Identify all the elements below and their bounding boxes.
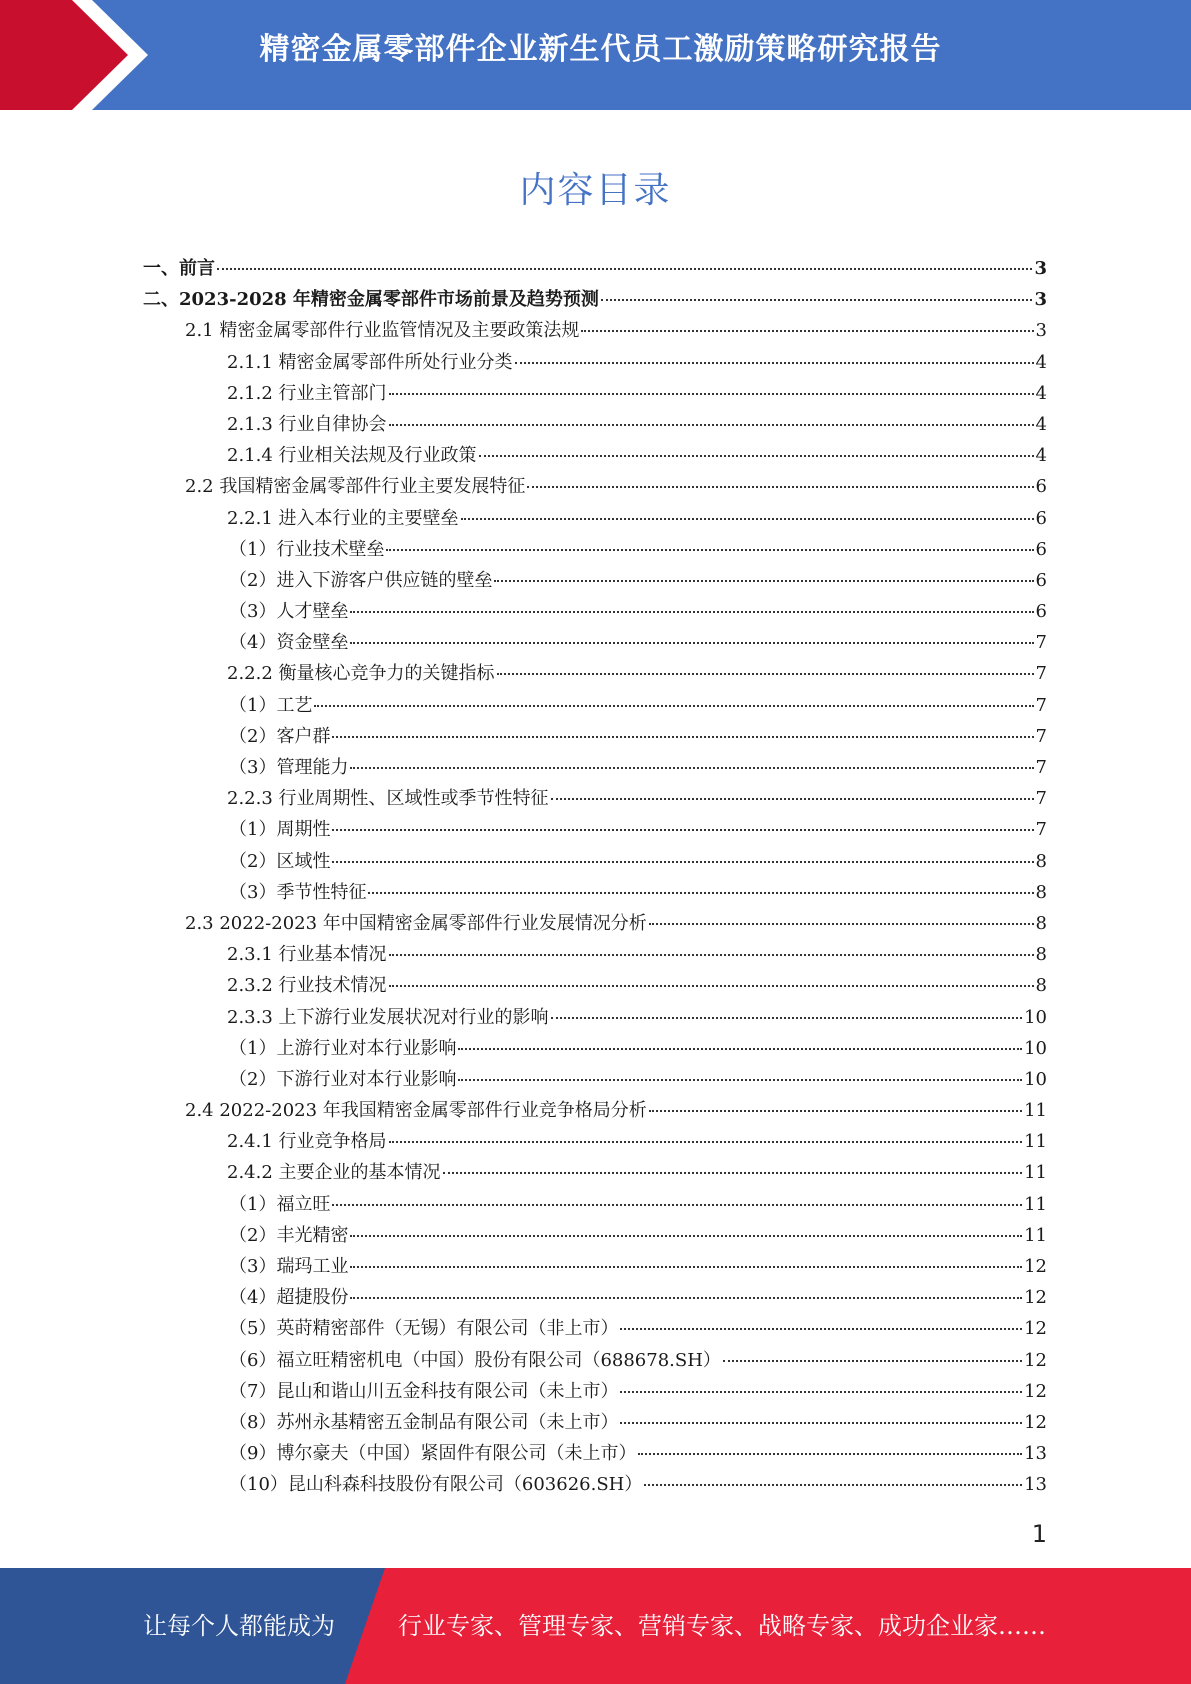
toc-entry[interactable] xyxy=(143,847,1047,878)
toc-entry[interactable] xyxy=(143,348,1047,379)
toc-dot-leader xyxy=(350,610,1033,613)
toc-entry-label: 2.1.4 行业相关法规及行业政策 xyxy=(227,445,477,467)
toc-entry[interactable] xyxy=(143,1439,1047,1470)
toc-entry-label: （3）瑞玛工业 xyxy=(229,1256,349,1277)
toc-entry-page: 7 xyxy=(1035,725,1047,747)
toc-entry[interactable] xyxy=(143,1346,1047,1377)
footer-slogan-right: 行业专家、管理专家、营销专家、战略专家、成功企业家…… xyxy=(398,1612,1046,1640)
toc-entry-page: 13 xyxy=(1024,1443,1047,1465)
toc-entry-page: 12 xyxy=(1024,1318,1047,1340)
toc-entry-label: 2.2.1 进入本行业的主要壁垒 xyxy=(227,507,459,529)
toc-entry[interactable] xyxy=(143,316,1047,347)
toc-entry-label: 2.2 我国精密金属零部件行业主要发展特征 xyxy=(185,476,526,498)
toc-dot-leader xyxy=(389,423,1034,426)
toc-entry[interactable] xyxy=(143,1283,1047,1314)
toc-dot-leader xyxy=(458,1047,1022,1050)
toc-entry-page: 10 xyxy=(1024,1068,1047,1090)
toc-entry[interactable] xyxy=(143,504,1047,535)
toc-entry-page: 8 xyxy=(1035,975,1047,997)
toc-entry-page: 12 xyxy=(1024,1380,1047,1402)
toc-entry-page: 11 xyxy=(1024,1193,1047,1215)
toc-dot-leader xyxy=(723,1359,1022,1362)
toc-entry[interactable] xyxy=(143,410,1047,441)
toc-entry-page: 12 xyxy=(1024,1256,1047,1277)
toc-entry-page: 8 xyxy=(1035,850,1047,872)
toc-entry[interactable] xyxy=(143,1221,1047,1252)
toc-entry-page: 11 xyxy=(1024,1100,1047,1122)
toc-dot-leader xyxy=(620,1421,1022,1424)
toc-dot-leader xyxy=(458,1078,1022,1081)
toc-entry[interactable] xyxy=(143,722,1047,753)
toc-dot-leader xyxy=(332,860,1033,863)
toc-entry-label: 2.4 2022-2023 年我国精密金属零部件行业竞争格局分析 xyxy=(185,1100,647,1122)
toc-entry[interactable] xyxy=(143,878,1047,909)
toc-entry-label: （1）工艺 xyxy=(229,694,313,716)
toc-entry[interactable] xyxy=(143,1252,1047,1283)
toc-entry-page: 10 xyxy=(1024,1037,1047,1059)
toc-entry-label: （3）人才壁垒 xyxy=(229,601,349,623)
toc-entry-page: 4 xyxy=(1035,413,1047,435)
toc-entry-page: 10 xyxy=(1024,1006,1047,1028)
toc-entry-page: 6 xyxy=(1035,507,1047,529)
toc-dot-leader xyxy=(332,1203,1022,1206)
toc-dot-leader xyxy=(649,1109,1022,1112)
toc-entry-label: 2.2.3 行业周期性、区域性或季节性特征 xyxy=(227,788,549,810)
toc-entry-label: 2.3.3 上下游行业发展状况对行业的影响 xyxy=(227,1006,549,1028)
toc-dot-leader xyxy=(386,548,1033,551)
toc-entry[interactable] xyxy=(143,909,1047,940)
toc-entry[interactable] xyxy=(143,285,1047,316)
toc-entry[interactable] xyxy=(143,254,1047,285)
toc-entry[interactable] xyxy=(143,1065,1047,1096)
toc-entry[interactable] xyxy=(143,1127,1047,1158)
toc-entry-page: 11 xyxy=(1024,1162,1047,1184)
toc-entry-label: 2.3 2022-2023 年中国精密金属零部件行业发展情况分析 xyxy=(185,912,647,934)
toc-dot-leader xyxy=(389,1140,1023,1143)
toc-dot-leader xyxy=(479,454,1034,457)
toc-dot-leader xyxy=(368,891,1033,894)
toc-entry[interactable] xyxy=(143,815,1047,846)
toc-dot-leader xyxy=(443,1171,1023,1174)
toc-entry-label: 2.4.1 行业竞争格局 xyxy=(227,1131,387,1153)
toc-entry-label: （2）区域性 xyxy=(229,850,331,872)
toc-dot-leader xyxy=(389,953,1034,956)
toc-entry-page: 8 xyxy=(1035,881,1047,903)
toc-dot-leader xyxy=(217,267,1032,270)
toc-entry-label: 2.1.2 行业主管部门 xyxy=(227,382,387,404)
page-footer-band xyxy=(0,1568,1191,1684)
toc-entry-label: 2.1.1 精密金属零部件所处行业分类 xyxy=(227,351,513,373)
toc-entry-label: （1）周期性 xyxy=(229,819,331,841)
toc-entry-label: （1）上游行业对本行业影响 xyxy=(229,1037,457,1059)
footer-slogan-left: 让每个人都能成为 xyxy=(143,1612,335,1640)
toc-dot-leader xyxy=(350,1234,1022,1237)
toc-dot-leader xyxy=(601,298,1033,301)
toc-entry[interactable] xyxy=(143,1034,1047,1065)
toc-entry-page: 4 xyxy=(1035,382,1047,404)
toc-entry[interactable] xyxy=(143,472,1047,503)
toc-entry-page: 3 xyxy=(1034,289,1047,311)
toc-entry[interactable] xyxy=(143,628,1047,659)
toc-dot-leader xyxy=(497,672,1034,675)
toc-dot-leader xyxy=(620,1327,1022,1330)
toc-dot-leader xyxy=(332,735,1033,738)
toc-dot-leader xyxy=(350,766,1033,769)
toc-entry-page: 3 xyxy=(1034,258,1047,279)
toc-heading: 内容目录 xyxy=(519,170,672,211)
toc-entry-page: 6 xyxy=(1035,569,1047,591)
toc-dot-leader xyxy=(461,517,1034,520)
toc-entry-label: （6）福立旺精密机电（中国）股份有限公司（688678.SH） xyxy=(229,1349,721,1371)
toc-dot-leader xyxy=(644,1483,1022,1486)
toc-entry[interactable] xyxy=(143,940,1047,971)
toc-entry-page: 4 xyxy=(1035,445,1047,467)
toc-dot-leader xyxy=(638,1452,1022,1455)
toc-entry-page: 6 xyxy=(1035,538,1047,560)
toc-entry-page: 7 xyxy=(1035,788,1047,810)
toc-entry-page: 3 xyxy=(1035,320,1047,342)
toc-entry[interactable] xyxy=(143,1314,1047,1345)
toc-entry[interactable] xyxy=(143,566,1047,597)
toc-entry-label: （9）博尔豪夫（中国）紧固件有限公司（未上市） xyxy=(229,1443,637,1465)
toc-entry-page: 7 xyxy=(1035,663,1047,685)
toc-entry-page: 13 xyxy=(1024,1474,1047,1496)
toc-entry-page: 7 xyxy=(1035,757,1047,778)
toc-entry-label: 2.2.2 衡量核心竞争力的关键指标 xyxy=(227,663,495,685)
toc-dot-leader xyxy=(649,922,1034,925)
toc-entry-page: 6 xyxy=(1035,601,1047,623)
toc-entry-label: 2.1 精密金属零部件行业监管情况及主要政策法规 xyxy=(185,320,580,342)
toc-entry-page: 7 xyxy=(1035,632,1047,654)
toc-entry-label: 2.3.1 行业基本情况 xyxy=(227,944,387,966)
toc-entry-page: 12 xyxy=(1024,1411,1047,1433)
toc-entry-label: 一、前言 xyxy=(143,258,215,279)
toc-entry-page: 11 xyxy=(1024,1131,1047,1153)
toc-entry-label: （1）行业技术壁垒 xyxy=(229,538,385,560)
toc-entry-label: （1）福立旺 xyxy=(229,1193,331,1215)
toc-entry[interactable] xyxy=(143,1158,1047,1189)
toc-entry-page: 12 xyxy=(1024,1287,1047,1309)
table-of-contents xyxy=(143,254,1047,1502)
toc-entry-page: 7 xyxy=(1035,819,1047,841)
toc-dot-leader xyxy=(515,361,1034,364)
toc-entry[interactable] xyxy=(143,441,1047,472)
toc-dot-leader xyxy=(389,984,1034,987)
toc-entry-label: （8）苏州永基精密五金制品有限公司（未上市） xyxy=(229,1411,619,1433)
toc-entry-label: （7）昆山和谐山川五金科技有限公司（未上市） xyxy=(229,1380,619,1402)
toc-entry-page: 11 xyxy=(1024,1224,1047,1246)
toc-dot-leader xyxy=(620,1390,1022,1393)
toc-entry[interactable] xyxy=(143,659,1047,690)
page-number: 1 xyxy=(1031,1520,1047,1548)
toc-dot-leader xyxy=(350,1296,1022,1299)
toc-entry-page: 4 xyxy=(1035,351,1047,373)
toc-entry-label: 2.1.3 行业自律协会 xyxy=(227,413,387,435)
toc-dot-leader xyxy=(350,1265,1022,1268)
toc-entry-page: 6 xyxy=(1035,476,1047,498)
toc-entry[interactable] xyxy=(143,379,1047,410)
toc-dot-leader xyxy=(314,704,1033,707)
toc-entry-page: 12 xyxy=(1024,1349,1047,1371)
toc-entry[interactable] xyxy=(143,971,1047,1002)
toc-entry[interactable] xyxy=(143,753,1047,784)
toc-entry-label: 2.3.2 行业技术情况 xyxy=(227,975,387,997)
toc-entry[interactable] xyxy=(143,1003,1047,1034)
toc-entry-label: （5）英莳精密部件（无锡）有限公司（非上市） xyxy=(229,1318,619,1340)
toc-entry-label: 二、2023-2028 年精密金属零部件市场前景及趋势预测 xyxy=(143,289,599,311)
toc-entry-page: 8 xyxy=(1035,944,1047,966)
toc-entry-label: 2.4.2 主要企业的基本情况 xyxy=(227,1162,441,1184)
toc-entry-label: （4）资金壁垒 xyxy=(229,632,349,654)
toc-entry-label: （2）下游行业对本行业影响 xyxy=(229,1068,457,1090)
toc-entry[interactable] xyxy=(143,1470,1047,1501)
toc-entry[interactable] xyxy=(143,1408,1047,1439)
toc-entry-label: （4）超捷股份 xyxy=(229,1287,349,1309)
report-title: 精密金属零部件企业新生代员工激励策略研究报告 xyxy=(259,32,942,67)
toc-entry-label: （2）客户群 xyxy=(229,725,331,747)
toc-entry[interactable] xyxy=(143,784,1047,815)
toc-dot-leader xyxy=(332,828,1033,831)
toc-entry-page: 8 xyxy=(1035,912,1047,934)
toc-dot-leader xyxy=(581,329,1033,332)
toc-entry-page: 7 xyxy=(1035,694,1047,716)
toc-entry[interactable] xyxy=(143,691,1047,722)
toc-dot-leader xyxy=(494,579,1033,582)
toc-entry-label: （10）昆山科森科技股份有限公司（603626.SH） xyxy=(229,1474,643,1496)
toc-dot-leader xyxy=(350,641,1033,644)
toc-dot-leader xyxy=(551,1016,1023,1019)
toc-dot-leader xyxy=(527,485,1033,488)
page-header-band xyxy=(0,0,1191,110)
toc-entry[interactable] xyxy=(143,1096,1047,1127)
toc-entry-label: （3）季节性特征 xyxy=(229,881,367,903)
toc-entry[interactable] xyxy=(143,535,1047,566)
toc-entry[interactable] xyxy=(143,597,1047,628)
toc-entry-label: （3）管理能力 xyxy=(229,757,349,778)
toc-dot-leader xyxy=(389,392,1034,395)
toc-entry-label: （2）进入下游客户供应链的壁垒 xyxy=(229,569,493,591)
toc-dot-leader xyxy=(551,797,1034,800)
toc-entry[interactable] xyxy=(143,1190,1047,1221)
toc-entry-label: （2）丰光精密 xyxy=(229,1224,349,1246)
toc-entry[interactable] xyxy=(143,1377,1047,1408)
